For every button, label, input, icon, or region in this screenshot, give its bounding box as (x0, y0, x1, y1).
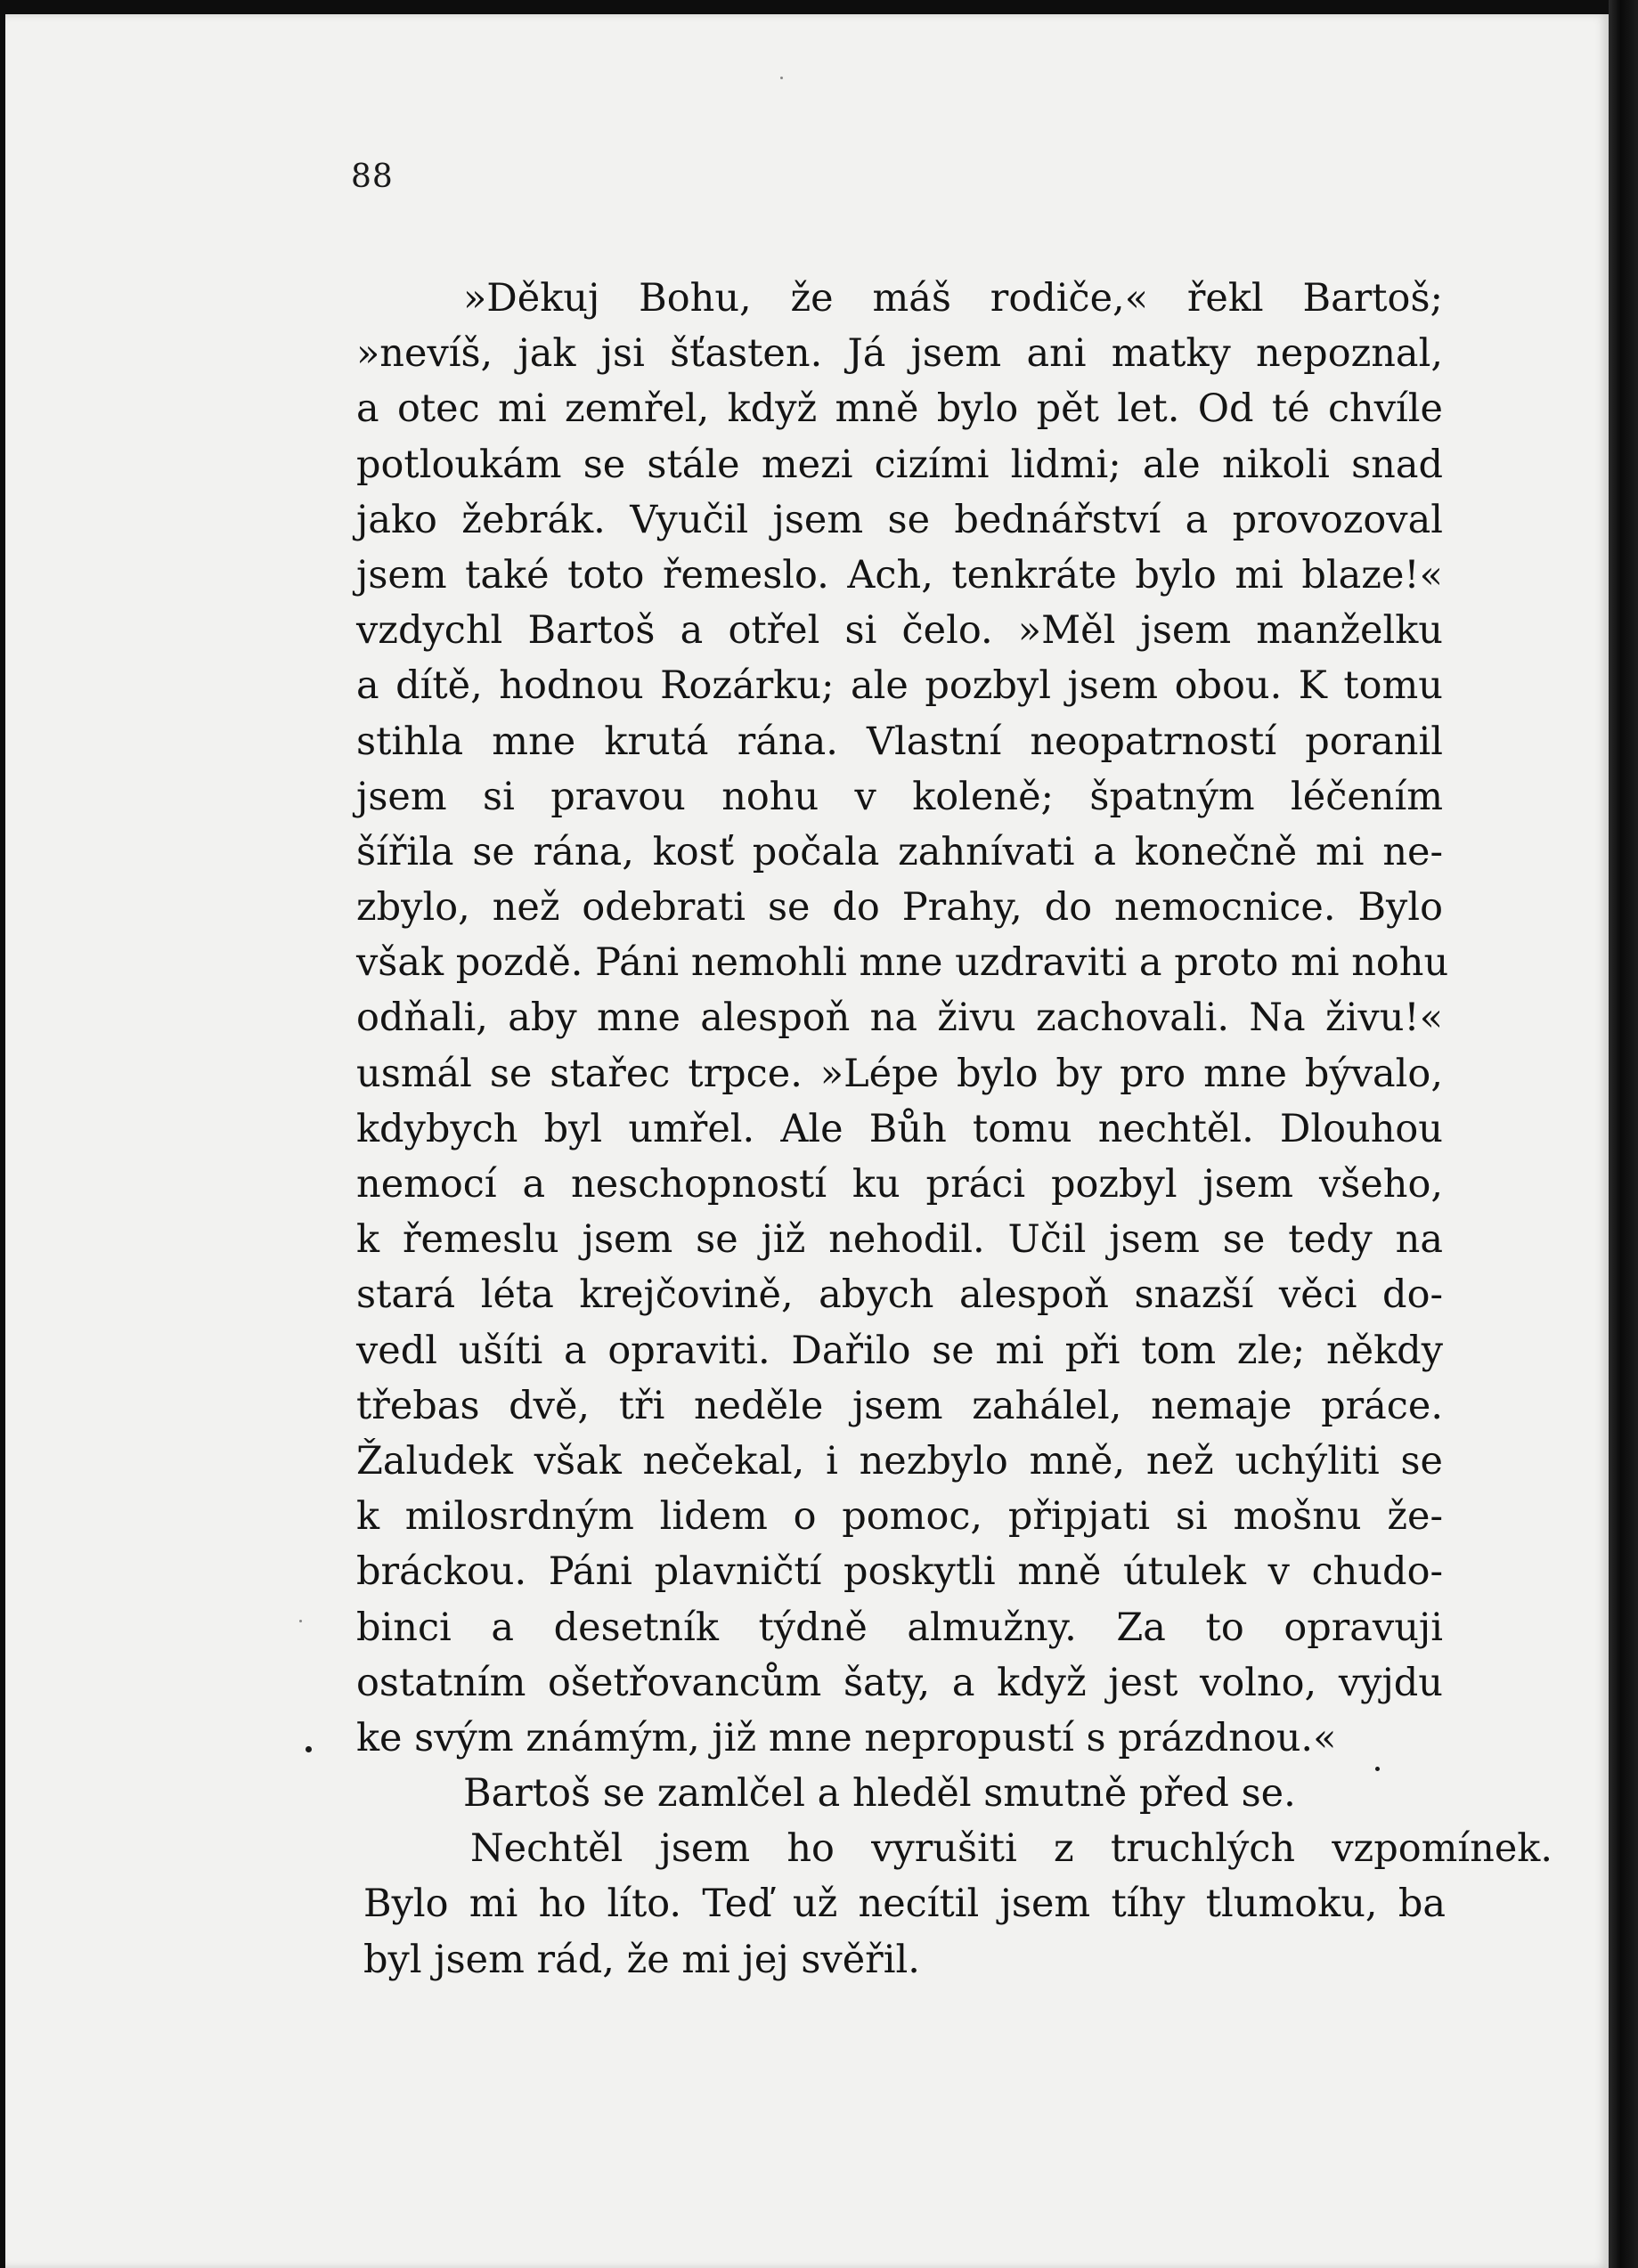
text-line: a otec mi zemřel, když mně bylo pět let. Od té chvíle (356, 386, 1443, 432)
text-line: jsem si pravou nohu v koleně; špatným léčením (356, 774, 1443, 819)
text-line: ke svým známým, již mne nepropustí s prázdnou.« (356, 1715, 1337, 1760)
text-line: binci a desetník týdně almužny. Za to opravuji (356, 1605, 1443, 1650)
paragraph-2 (463, 1766, 1443, 1821)
text-line: k milosrdným lidem o pomoc, připjati si mošnu že- (356, 1494, 1443, 1540)
text-line: třebas dvě, tři neděle jsem zahálel, nemaje práce. (356, 1383, 1443, 1428)
text-line: Bartoš se zamlčel a hleděl smutně před se. (463, 1771, 1296, 1817)
ink-speck (780, 77, 783, 79)
text-line: jsem také toto řemeslo. Ach, tenkráte bylo mi blaze!« (356, 552, 1443, 597)
text-line: nemocí a neschopností ku práci pozbyl jsem všeho, (356, 1162, 1443, 1207)
text-line: »nevíš, jak jsi šťasten. Já jsem ani matky nepoznal, (356, 331, 1443, 377)
page-edge-shadow (1609, 0, 1638, 2268)
text-line: Žaludek však nečekal, i nezbylo mně, než uchýliti se (356, 1438, 1443, 1484)
text-line: jako žebrák. Vyučil jsem se bednářství a provozoval (356, 497, 1443, 542)
text-line: Bylo mi ho líto. Teď už necítil jsem tíhy tlumoku, ba (363, 1882, 1446, 1927)
text-line: zbylo, než odebrati se do Prahy, do nemocnice. Bylo (356, 885, 1443, 931)
paragraph-1 (356, 271, 1449, 1766)
ink-speck (299, 1620, 302, 1622)
text-line: však pozdě. Páni nemohli mne uzdraviti a proto mi nohu (356, 940, 1449, 986)
text-line: odňali, aby mne alespoň na živu zachovali. Na živu!« (356, 996, 1443, 1041)
text-line: šířila se rána, kosť počala zahnívati a konečně mi ne- (356, 829, 1443, 874)
text-line: potloukám se stále mezi cizími lidmi; ale nikoli snad (356, 442, 1443, 487)
text-line: usmál se stařec trpce. »Lépe bylo by pro mne bývalo, (356, 1051, 1443, 1096)
text-line: vedl ušíti a opraviti. Dařilo se mi při tom zle; někdy (356, 1328, 1443, 1373)
text-line: vzdychl Bartoš a otřel si čelo. »Měl jsem manželku (356, 608, 1443, 654)
text-line: stihla mne krutá rána. Vlastní neopatrností poranil (356, 719, 1443, 764)
text-line: bráckou. Páni plavničtí poskytli mně útulek v chudo- (356, 1549, 1443, 1595)
text-line: Nechtěl jsem ho vyrušiti z truchlých vzpomínek. (470, 1826, 1552, 1872)
text-line: »Děkuj Bohu, že máš rodiče,« řekl Bartoš; (463, 276, 1443, 321)
text-line: byl jsem rád, že mi jej svěřil. (363, 1937, 920, 1982)
page-number: 88 (351, 159, 394, 195)
paragraph-3 (363, 1821, 1552, 1988)
text-line: ostatním ošetřovancům šaty, a když jest volno, vyjdu (356, 1660, 1443, 1705)
ink-speck (306, 1746, 312, 1752)
book-page (5, 14, 1609, 2268)
text-line: a dítě, hodnou Rozárku; ale pozbyl jsem obou. K tomu (356, 663, 1443, 709)
body-text (356, 271, 1552, 1988)
text-line: stará léta krejčovině, abych alespoň snazší věci do- (356, 1272, 1443, 1318)
text-line: k řemeslu jsem se již nehodil. Učil jsem se tedy na (356, 1217, 1443, 1263)
text-line: kdybych byl umřel. Ale Bůh tomu nechtěl. Dlouhou (356, 1106, 1443, 1151)
